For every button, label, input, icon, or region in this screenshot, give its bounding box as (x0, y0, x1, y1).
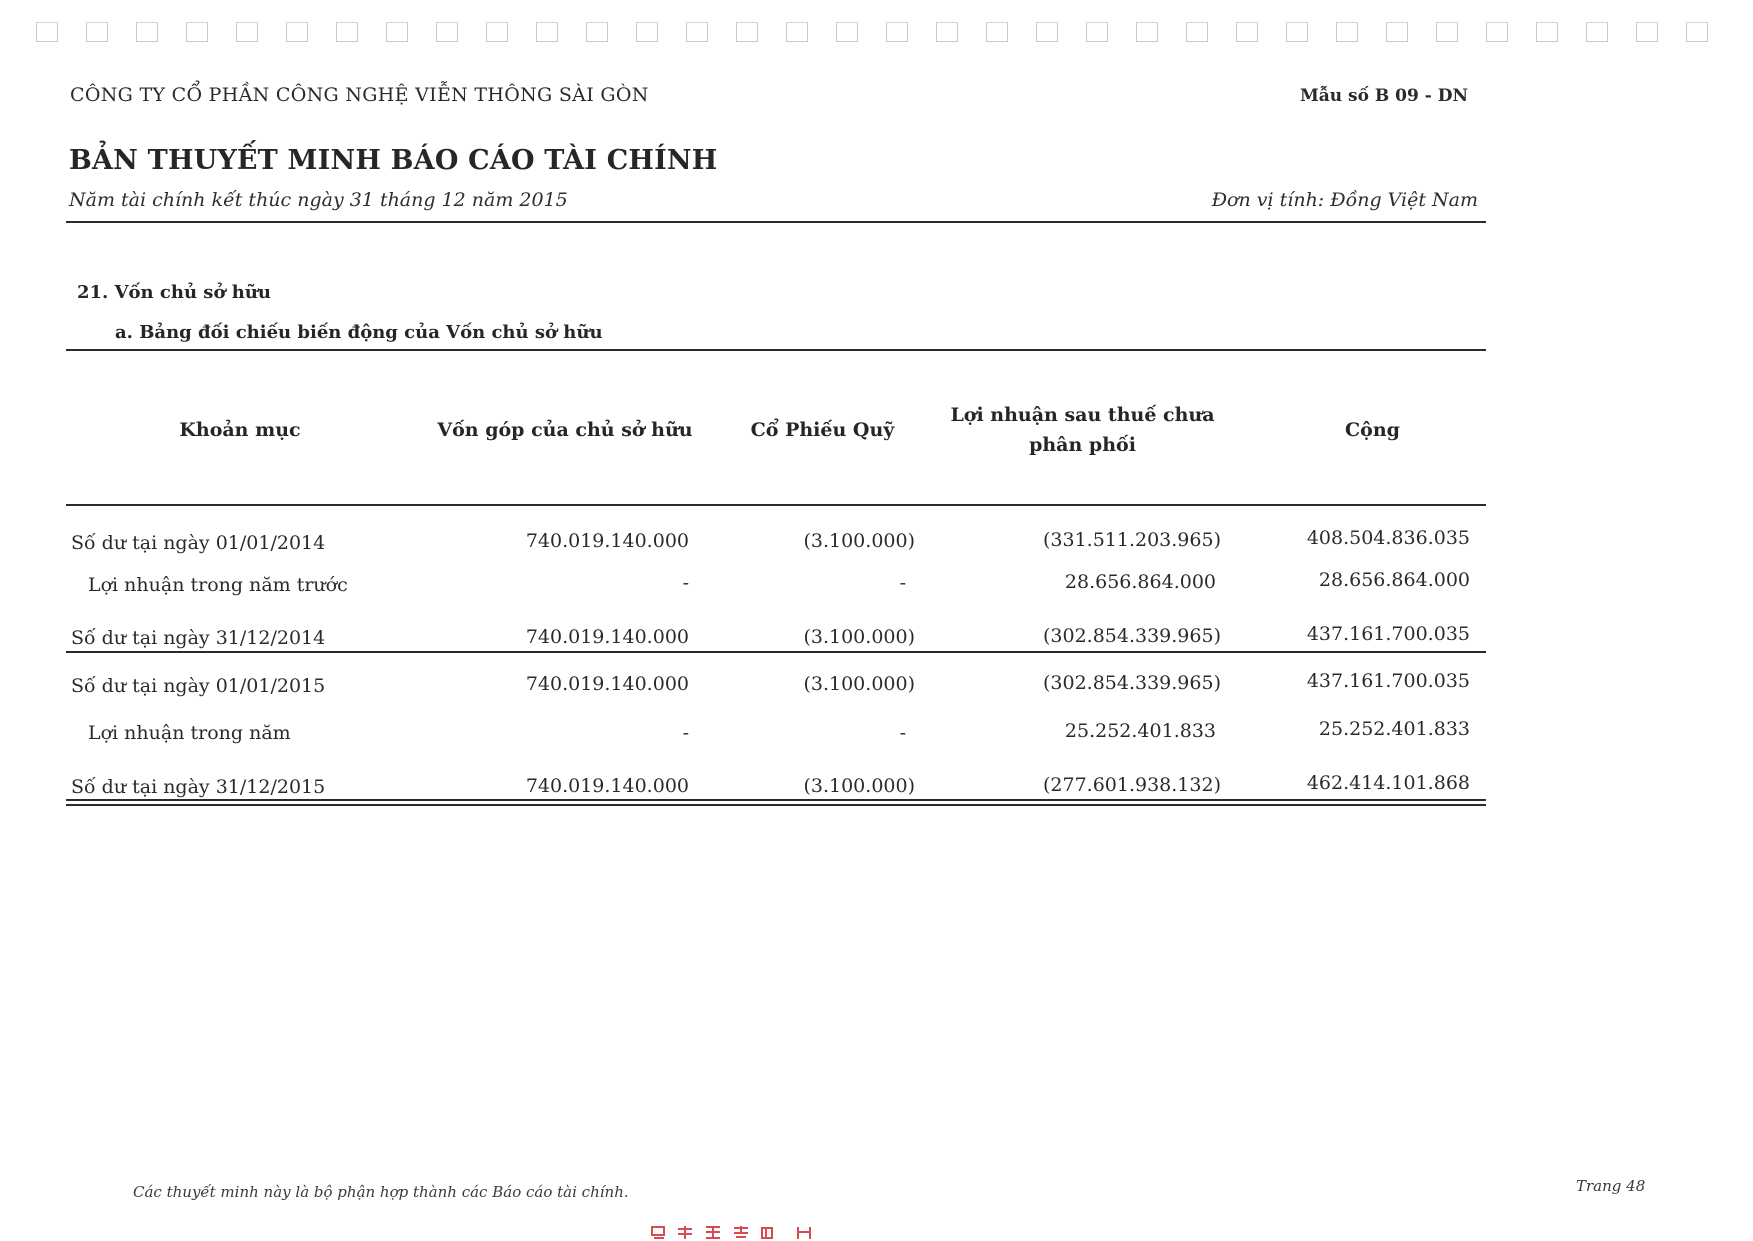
cell-retained: (277.601.938.132) (1042, 774, 1221, 796)
perforation-mark (1686, 22, 1708, 42)
cell-total: 437.161.700.035 (1306, 670, 1470, 692)
perforation-mark (1286, 22, 1308, 42)
perforation-mark (336, 22, 358, 42)
perforation-mark (286, 22, 308, 42)
perforation-mark (936, 22, 958, 42)
row-label: Số dư tại ngày 01/01/2014 (71, 532, 326, 554)
perforation-mark (36, 22, 58, 42)
perforation-mark (1586, 22, 1608, 42)
total-double-rule-top (66, 799, 1486, 801)
stamp-graphic (648, 1224, 848, 1241)
cell-treasury: (3.100.000) (803, 673, 915, 695)
perforation-mark (1086, 22, 1108, 42)
header-capital: Vốn góp của chủ sở hữu (437, 419, 693, 441)
cell-capital: - (682, 722, 689, 744)
perforation-mark (136, 22, 158, 42)
cell-capital: 740.019.140.000 (525, 775, 689, 797)
scan-mark (400, 1232, 600, 1241)
perforation-mark (1536, 22, 1558, 42)
cell-treasury: - (899, 572, 906, 594)
perforation-mark (436, 22, 458, 42)
subtotal-rule (66, 651, 1486, 653)
cell-total: 462.414.101.868 (1306, 772, 1470, 794)
header-bottom-rule (66, 504, 1486, 506)
perforation-mark (686, 22, 708, 42)
cell-retained: (302.854.339.965) (1042, 625, 1221, 647)
perforation-mark (836, 22, 858, 42)
perforation-mark (986, 22, 1008, 42)
section-title: 21. Vốn chủ sở hữu (77, 282, 271, 303)
cell-capital: 740.019.140.000 (525, 673, 689, 695)
perforation-mark (1636, 22, 1658, 42)
company-name: CÔNG TY CỔ PHẦN CÔNG NGHỆ VIỄN THÔNG SÀI GÒN (70, 84, 649, 106)
perforation-mark (186, 22, 208, 42)
perforation-mark (1336, 22, 1358, 42)
header-item: Khoản mục (179, 419, 301, 441)
perforation-mark (236, 22, 258, 42)
header-retained (940, 400, 1225, 460)
cell-total: 408.504.836.035 (1306, 527, 1470, 549)
perforation-mark (1136, 22, 1158, 42)
perforation-mark (1486, 22, 1508, 42)
row-label: Lợi nhuận trong năm trước (88, 574, 348, 596)
perforation-mark (786, 22, 808, 42)
total-double-rule-bottom (66, 804, 1486, 806)
row-label: Số dư tại ngày 31/12/2014 (71, 627, 326, 649)
perforation-mark (536, 22, 558, 42)
cell-treasury: (3.100.000) (803, 626, 915, 648)
perforation-mark (86, 22, 108, 42)
header-treasury: Cổ Phiếu Quỹ (750, 419, 895, 441)
cell-treasury: (3.100.000) (803, 775, 915, 797)
perforation-mark (1436, 22, 1458, 42)
document-title: BẢN THUYẾT MINH BÁO CÁO TÀI CHÍNH (69, 145, 718, 176)
perforation-mark (1386, 22, 1408, 42)
row-label: Lợi nhuận trong năm (88, 722, 291, 744)
currency-unit: Đơn vị tính: Đồng Việt Nam (1211, 189, 1478, 211)
cell-retained: 25.252.401.833 (1064, 720, 1216, 742)
cell-treasury: (3.100.000) (803, 530, 915, 552)
perforation-mark (886, 22, 908, 42)
page-number: Trang 48 (1576, 1177, 1646, 1195)
perforation-mark (636, 22, 658, 42)
red-stamp (648, 1224, 848, 1241)
header-total: Cộng (1345, 419, 1400, 441)
fiscal-period: Năm tài chính kết thúc ngày 31 tháng 12 năm 2015 (69, 189, 568, 211)
cell-total: 28.656.864.000 (1318, 569, 1470, 591)
cell-capital: 740.019.140.000 (525, 530, 689, 552)
cell-total: 437.161.700.035 (1306, 623, 1470, 645)
row-label: Số dư tại ngày 01/01/2015 (71, 675, 326, 697)
row-label: Số dư tại ngày 31/12/2015 (71, 776, 326, 798)
table-top-rule (66, 349, 1486, 351)
cell-retained: 28.656.864.000 (1064, 571, 1216, 593)
cell-treasury: - (899, 722, 906, 744)
perforation-mark (386, 22, 408, 42)
perforation-mark (486, 22, 508, 42)
perforation-mark (736, 22, 758, 42)
perforation-mark (1236, 22, 1258, 42)
header-retained-line1: Lợi nhuận sau thuế chưa (950, 404, 1215, 426)
cell-retained: (331.511.203.965) (1042, 529, 1221, 551)
header-divider (66, 221, 1486, 223)
perforation-mark (1186, 22, 1208, 42)
footer-note: Các thuyết minh này là bộ phận hợp thành các Báo cáo tài chính. (133, 1183, 629, 1201)
perforation-mark (1036, 22, 1058, 42)
cell-capital: 740.019.140.000 (525, 626, 689, 648)
cell-total: 25.252.401.833 (1318, 718, 1470, 740)
section-subtitle: a. Bảng đối chiếu biến động của Vốn chủ sở hữu (115, 322, 603, 343)
header-retained-line2: phân phối (1029, 434, 1136, 456)
perforation-mark (586, 22, 608, 42)
cell-retained: (302.854.339.965) (1042, 672, 1221, 694)
perforation-marks (36, 22, 1716, 46)
form-code: Mẫu số B 09 - DN (1299, 86, 1468, 106)
cell-capital: - (682, 572, 689, 594)
